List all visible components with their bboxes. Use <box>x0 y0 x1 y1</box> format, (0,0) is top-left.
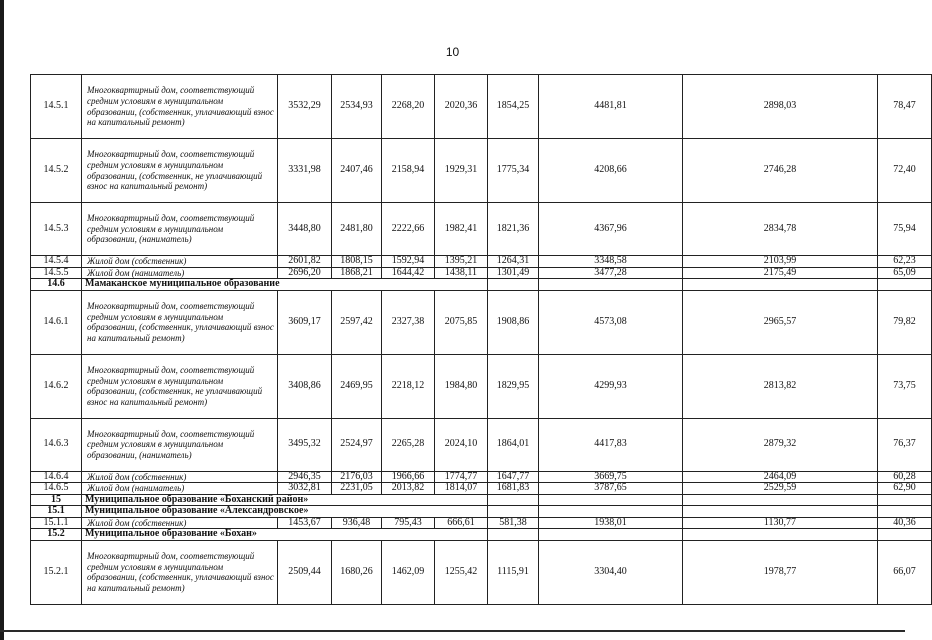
empty-cell <box>539 279 683 291</box>
table-row <box>31 418 932 471</box>
value-cell: 2529,59 <box>683 483 878 495</box>
value-cell: 1462,09 <box>382 540 435 604</box>
row-description: Многоквартирный дом, соответствующий средним условиям в муниципальном образовании, (собственник, не уплачивающий взнос на капитальный ремонт) <box>82 139 278 203</box>
row-code: 14.6.2 <box>31 354 82 418</box>
value-cell: 1868,21 <box>332 267 382 279</box>
value-cell: 2024,10 <box>435 418 488 471</box>
section-code: 15 <box>31 494 82 506</box>
section-code: 14.6 <box>31 279 82 291</box>
value-cell: 1814,07 <box>435 483 488 495</box>
value-cell: 2020,36 <box>435 75 488 139</box>
value-cell: 62,90 <box>878 483 932 495</box>
value-cell: 1592,94 <box>382 256 435 268</box>
row-description: Многоквартирный дом, соответствующий средним условиям в муниципальном образовании, (собственник, уплачивающий взнос на капитальный ремонт) <box>82 290 278 354</box>
value-cell: 2158,94 <box>382 139 435 203</box>
empty-cell <box>539 529 683 541</box>
value-cell: 3532,29 <box>278 75 332 139</box>
value-cell: 40,36 <box>878 517 932 529</box>
value-cell: 3477,28 <box>539 267 683 279</box>
value-cell: 1395,21 <box>435 256 488 268</box>
value-cell: 936,48 <box>332 517 382 529</box>
value-cell: 1982,41 <box>435 203 488 256</box>
empty-cell <box>539 494 683 506</box>
value-cell: 1808,15 <box>332 256 382 268</box>
value-cell: 2268,20 <box>382 75 435 139</box>
value-cell: 1255,42 <box>435 540 488 604</box>
section-title: Мамаканское муниципальное образование <box>82 279 435 291</box>
value-cell: 1978,77 <box>683 540 878 604</box>
table-row <box>31 540 932 604</box>
row-code: 14.6.1 <box>31 290 82 354</box>
row-code: 15.2.1 <box>31 540 82 604</box>
value-cell: 1438,11 <box>435 267 488 279</box>
row-description: Жилой дом (собственник) <box>82 256 278 268</box>
value-cell: 2464,09 <box>683 471 878 483</box>
row-code: 14.6.4 <box>31 471 82 483</box>
value-cell: 1966,66 <box>382 471 435 483</box>
value-cell: 2509,44 <box>278 540 332 604</box>
empty-cell <box>488 506 539 518</box>
value-cell: 2218,12 <box>382 354 435 418</box>
value-cell: 3348,58 <box>539 256 683 268</box>
section-header-row <box>31 506 932 518</box>
row-description: Многоквартирный дом, соответствующий средним условиям в муниципальном образовании, (собственник, уплачивающий взнос на капитальный ремонт) <box>82 75 278 139</box>
value-cell: 2265,28 <box>382 418 435 471</box>
value-cell: 62,23 <box>878 256 932 268</box>
empty-cell <box>488 494 539 506</box>
table-row <box>31 471 932 483</box>
value-cell: 1938,01 <box>539 517 683 529</box>
value-cell: 2965,57 <box>683 290 878 354</box>
empty-cell <box>878 279 932 291</box>
row-description: Многоквартирный дом, соответствующий средним условиям в муниципальном образовании, (собственник, уплачивающий взнос на капитальный ремонт) <box>82 540 278 604</box>
value-cell: 1821,36 <box>488 203 539 256</box>
value-cell: 4208,66 <box>539 139 683 203</box>
value-cell: 2103,99 <box>683 256 878 268</box>
scan-edge-left <box>0 0 4 640</box>
value-cell: 66,07 <box>878 540 932 604</box>
empty-cell <box>435 529 488 541</box>
section-title: Муниципальное образование «Александровское» <box>82 506 435 518</box>
value-cell: 75,94 <box>878 203 932 256</box>
value-cell: 2597,42 <box>332 290 382 354</box>
value-cell: 65,09 <box>878 267 932 279</box>
row-description: Жилой дом (наниматель) <box>82 267 278 279</box>
table-row <box>31 75 932 139</box>
value-cell: 3495,32 <box>278 418 332 471</box>
value-cell: 1264,31 <box>488 256 539 268</box>
value-cell: 72,40 <box>878 139 932 203</box>
row-code: 14.6.5 <box>31 483 82 495</box>
value-cell: 1864,01 <box>488 418 539 471</box>
value-cell: 2834,78 <box>683 203 878 256</box>
value-cell: 1681,83 <box>488 483 539 495</box>
empty-cell <box>488 529 539 541</box>
value-cell: 1115,91 <box>488 540 539 604</box>
tariff-table <box>30 74 932 605</box>
value-cell: 1829,95 <box>488 354 539 418</box>
row-code: 14.5.5 <box>31 267 82 279</box>
section-header-row <box>31 529 932 541</box>
table-row <box>31 267 932 279</box>
value-cell: 1644,42 <box>382 267 435 279</box>
row-code: 14.6.3 <box>31 418 82 471</box>
table-row <box>31 483 932 495</box>
value-cell: 1929,31 <box>435 139 488 203</box>
value-cell: 3304,40 <box>539 540 683 604</box>
value-cell: 3669,75 <box>539 471 683 483</box>
value-cell: 2601,82 <box>278 256 332 268</box>
empty-cell <box>435 506 488 518</box>
value-cell: 2222,66 <box>382 203 435 256</box>
value-cell: 2696,20 <box>278 267 332 279</box>
row-code: 14.5.3 <box>31 203 82 256</box>
value-cell: 2013,82 <box>382 483 435 495</box>
empty-cell <box>683 506 878 518</box>
section-code: 15.1 <box>31 506 82 518</box>
page-number: 10 <box>445 45 460 59</box>
value-cell: 2879,32 <box>683 418 878 471</box>
value-cell: 78,47 <box>878 75 932 139</box>
value-cell: 3787,65 <box>539 483 683 495</box>
empty-cell <box>539 506 683 518</box>
value-cell: 2746,28 <box>683 139 878 203</box>
value-cell: 1453,67 <box>278 517 332 529</box>
value-cell: 73,75 <box>878 354 932 418</box>
table-row <box>31 139 932 203</box>
value-cell: 2481,80 <box>332 203 382 256</box>
row-description: Многоквартирный дом, соответствующий средним условиям в муниципальном образовании, (наниматель) <box>82 203 278 256</box>
value-cell: 666,61 <box>435 517 488 529</box>
table-body <box>31 75 932 605</box>
table-row <box>31 203 932 256</box>
scan-edge-bottom <box>0 630 905 632</box>
value-cell: 4299,93 <box>539 354 683 418</box>
table-row <box>31 354 932 418</box>
value-cell: 2175,49 <box>683 267 878 279</box>
section-title: Муниципальное образование «Боханский район» <box>82 494 435 506</box>
value-cell: 1775,34 <box>488 139 539 203</box>
value-cell: 3408,86 <box>278 354 332 418</box>
empty-cell <box>683 279 878 291</box>
value-cell: 4367,96 <box>539 203 683 256</box>
empty-cell <box>435 494 488 506</box>
section-header-row <box>31 494 932 506</box>
value-cell: 581,38 <box>488 517 539 529</box>
row-description: Жилой дом (наниматель) <box>82 483 278 495</box>
table-row <box>31 290 932 354</box>
value-cell: 3448,80 <box>278 203 332 256</box>
value-cell: 79,82 <box>878 290 932 354</box>
value-cell: 2075,85 <box>435 290 488 354</box>
value-cell: 1854,25 <box>488 75 539 139</box>
value-cell: 4573,08 <box>539 290 683 354</box>
value-cell: 3331,98 <box>278 139 332 203</box>
value-cell: 1908,86 <box>488 290 539 354</box>
table-row <box>31 256 932 268</box>
empty-cell <box>435 279 488 291</box>
empty-cell <box>488 279 539 291</box>
empty-cell <box>683 494 878 506</box>
value-cell: 2407,46 <box>332 139 382 203</box>
row-description: Жилой дом (собственник) <box>82 471 278 483</box>
value-cell: 1984,80 <box>435 354 488 418</box>
value-cell: 4417,83 <box>539 418 683 471</box>
value-cell: 1301,49 <box>488 267 539 279</box>
value-cell: 3609,17 <box>278 290 332 354</box>
row-code: 14.5.4 <box>31 256 82 268</box>
row-description: Жилой дом (собственник) <box>82 517 278 529</box>
value-cell: 2231,05 <box>332 483 382 495</box>
empty-cell <box>878 506 932 518</box>
value-cell: 4481,81 <box>539 75 683 139</box>
value-cell: 2534,93 <box>332 75 382 139</box>
row-description: Многоквартирный дом, соответствующий средним условиям в муниципальном образовании, (наниматель) <box>82 418 278 471</box>
value-cell: 2327,38 <box>382 290 435 354</box>
value-cell: 76,37 <box>878 418 932 471</box>
row-code: 14.5.2 <box>31 139 82 203</box>
value-cell: 795,43 <box>382 517 435 529</box>
section-title: Муниципальное образование «Бохан» <box>82 529 435 541</box>
value-cell: 1647,77 <box>488 471 539 483</box>
value-cell: 3032,81 <box>278 483 332 495</box>
value-cell: 1680,26 <box>332 540 382 604</box>
row-code: 15.1.1 <box>31 517 82 529</box>
value-cell: 1774,77 <box>435 471 488 483</box>
row-description: Многоквартирный дом, соответствующий средним условиям в муниципальном образовании, (собственник, не уплачивающий взнос на капитальный ремонт) <box>82 354 278 418</box>
value-cell: 2946,35 <box>278 471 332 483</box>
table-row <box>31 517 932 529</box>
empty-cell <box>878 529 932 541</box>
empty-cell <box>683 529 878 541</box>
section-code: 15.2 <box>31 529 82 541</box>
value-cell: 2469,95 <box>332 354 382 418</box>
value-cell: 2524,97 <box>332 418 382 471</box>
value-cell: 2898,03 <box>683 75 878 139</box>
empty-cell <box>878 494 932 506</box>
section-header-row <box>31 279 932 291</box>
value-cell: 1130,77 <box>683 517 878 529</box>
value-cell: 60,28 <box>878 471 932 483</box>
value-cell: 2813,82 <box>683 354 878 418</box>
value-cell: 2176,03 <box>332 471 382 483</box>
row-code: 14.5.1 <box>31 75 82 139</box>
